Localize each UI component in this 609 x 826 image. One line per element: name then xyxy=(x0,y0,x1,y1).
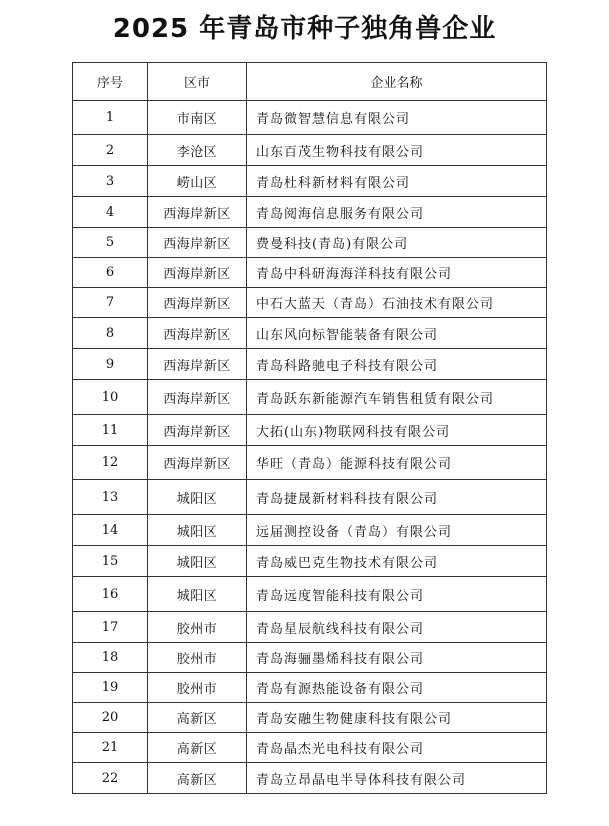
table-row xyxy=(73,733,547,763)
row-number-cell: 12 xyxy=(73,446,148,480)
row-district-cell: 西海岸新区 xyxy=(148,197,247,228)
row-number-cell: 9 xyxy=(73,349,148,380)
row-district-cell: 西海岸新区 xyxy=(148,446,247,480)
row-number-cell: 4 xyxy=(73,197,148,228)
column-header-company-name: 企业名称 xyxy=(247,63,547,101)
table-row xyxy=(73,415,547,446)
column-header-number: 序号 xyxy=(73,63,148,101)
row-district-cell: 西海岸新区 xyxy=(148,415,247,446)
table-row xyxy=(73,258,547,288)
row-company-name-cell: 青岛中科研海海洋科技有限公司 xyxy=(247,258,547,288)
row-district-cell: 西海岸新区 xyxy=(148,380,247,415)
row-number-cell: 2 xyxy=(73,135,148,166)
row-company-name-cell: 中石大蓝天（青岛）石油技术有限公司 xyxy=(247,288,547,318)
row-district-cell: 城阳区 xyxy=(148,480,247,515)
row-district-cell: 崂山区 xyxy=(148,166,247,197)
table-row xyxy=(73,546,547,577)
row-number-cell: 20 xyxy=(73,703,148,733)
table-row xyxy=(73,577,547,612)
row-company-name-cell: 青岛微智慧信息有限公司 xyxy=(247,101,547,135)
row-district-cell: 胶州市 xyxy=(148,612,247,643)
row-number-cell: 8 xyxy=(73,318,148,349)
row-company-name-cell: 青岛海骊墨烯科技有限公司 xyxy=(247,643,547,673)
row-district-cell: 胶州市 xyxy=(148,673,247,703)
row-district-cell: 高新区 xyxy=(148,763,247,794)
row-number-cell: 6 xyxy=(73,258,148,288)
row-company-name-cell: 华旺（青岛）能源科技有限公司 xyxy=(247,446,547,480)
row-number-cell: 7 xyxy=(73,288,148,318)
table-row xyxy=(73,703,547,733)
row-number-cell: 5 xyxy=(73,228,148,258)
row-company-name-cell: 大拓(山东)物联网科技有限公司 xyxy=(247,415,547,446)
row-number-cell: 15 xyxy=(73,546,148,577)
row-company-name-cell: 青岛远度智能科技有限公司 xyxy=(247,577,547,612)
table-row xyxy=(73,612,547,643)
row-number-cell: 14 xyxy=(73,515,148,546)
table-row xyxy=(73,197,547,228)
company-table xyxy=(72,62,547,794)
row-company-name-cell: 青岛晶杰光电科技有限公司 xyxy=(247,733,547,763)
row-number-cell: 18 xyxy=(73,643,148,673)
table-row xyxy=(73,135,547,166)
row-number-cell: 1 xyxy=(73,101,148,135)
table-row xyxy=(73,446,547,480)
row-number-cell: 22 xyxy=(73,763,148,794)
row-company-name-cell: 青岛威巴克生物技术有限公司 xyxy=(247,546,547,577)
row-number-cell: 13 xyxy=(73,480,148,515)
row-number-cell: 17 xyxy=(73,612,148,643)
column-header-district: 区市 xyxy=(148,63,247,101)
row-number-cell: 16 xyxy=(73,577,148,612)
row-district-cell: 城阳区 xyxy=(148,515,247,546)
row-company-name-cell: 青岛有源热能设备有限公司 xyxy=(247,673,547,703)
row-company-name-cell: 青岛阅海信息服务有限公司 xyxy=(247,197,547,228)
row-district-cell: 西海岸新区 xyxy=(148,258,247,288)
table-row xyxy=(73,763,547,794)
table-row xyxy=(73,228,547,258)
row-company-name-cell: 远届测控设备（青岛）有限公司 xyxy=(247,515,547,546)
table-body xyxy=(73,101,547,794)
table-row xyxy=(73,643,547,673)
table-row xyxy=(73,673,547,703)
row-district-cell: 城阳区 xyxy=(148,577,247,612)
row-company-name-cell: 青岛捷晟新材料科技有限公司 xyxy=(247,480,547,515)
row-district-cell: 市南区 xyxy=(148,101,247,135)
row-number-cell: 10 xyxy=(73,380,148,415)
table-row xyxy=(73,288,547,318)
row-company-name-cell: 费曼科技(青岛)有限公司 xyxy=(247,228,547,258)
row-number-cell: 3 xyxy=(73,166,148,197)
row-company-name-cell: 青岛星辰航线科技有限公司 xyxy=(247,612,547,643)
table-row xyxy=(73,515,547,546)
row-district-cell: 西海岸新区 xyxy=(148,228,247,258)
row-number-cell: 19 xyxy=(73,673,148,703)
table-row xyxy=(73,101,547,135)
row-district-cell: 高新区 xyxy=(148,733,247,763)
row-number-cell: 21 xyxy=(73,733,148,763)
row-number-cell: 11 xyxy=(73,415,148,446)
row-company-name-cell: 青岛科路驰电子科技有限公司 xyxy=(247,349,547,380)
row-district-cell: 城阳区 xyxy=(148,546,247,577)
row-district-cell: 西海岸新区 xyxy=(148,349,247,380)
row-company-name-cell: 山东百茂生物科技有限公司 xyxy=(247,135,547,166)
table-row xyxy=(73,166,547,197)
table-row xyxy=(73,380,547,415)
table-header-row xyxy=(73,63,547,101)
row-company-name-cell: 青岛跃东新能源汽车销售租赁有限公司 xyxy=(247,380,547,415)
row-company-name-cell: 青岛杜科新材料有限公司 xyxy=(247,166,547,197)
row-district-cell: 西海岸新区 xyxy=(148,288,247,318)
table-row xyxy=(73,480,547,515)
row-district-cell: 胶州市 xyxy=(148,643,247,673)
row-district-cell: 西海岸新区 xyxy=(148,318,247,349)
row-company-name-cell: 青岛安融生物健康科技有限公司 xyxy=(247,703,547,733)
row-company-name-cell: 山东风向标智能装备有限公司 xyxy=(247,318,547,349)
page-title: 2025 年青岛市种子独角兽企业 xyxy=(112,14,497,44)
row-district-cell: 高新区 xyxy=(148,703,247,733)
row-district-cell: 李沧区 xyxy=(148,135,247,166)
table-row xyxy=(73,349,547,380)
table-row xyxy=(73,318,547,349)
row-company-name-cell: 青岛立昂晶电半导体科技有限公司 xyxy=(247,763,547,794)
